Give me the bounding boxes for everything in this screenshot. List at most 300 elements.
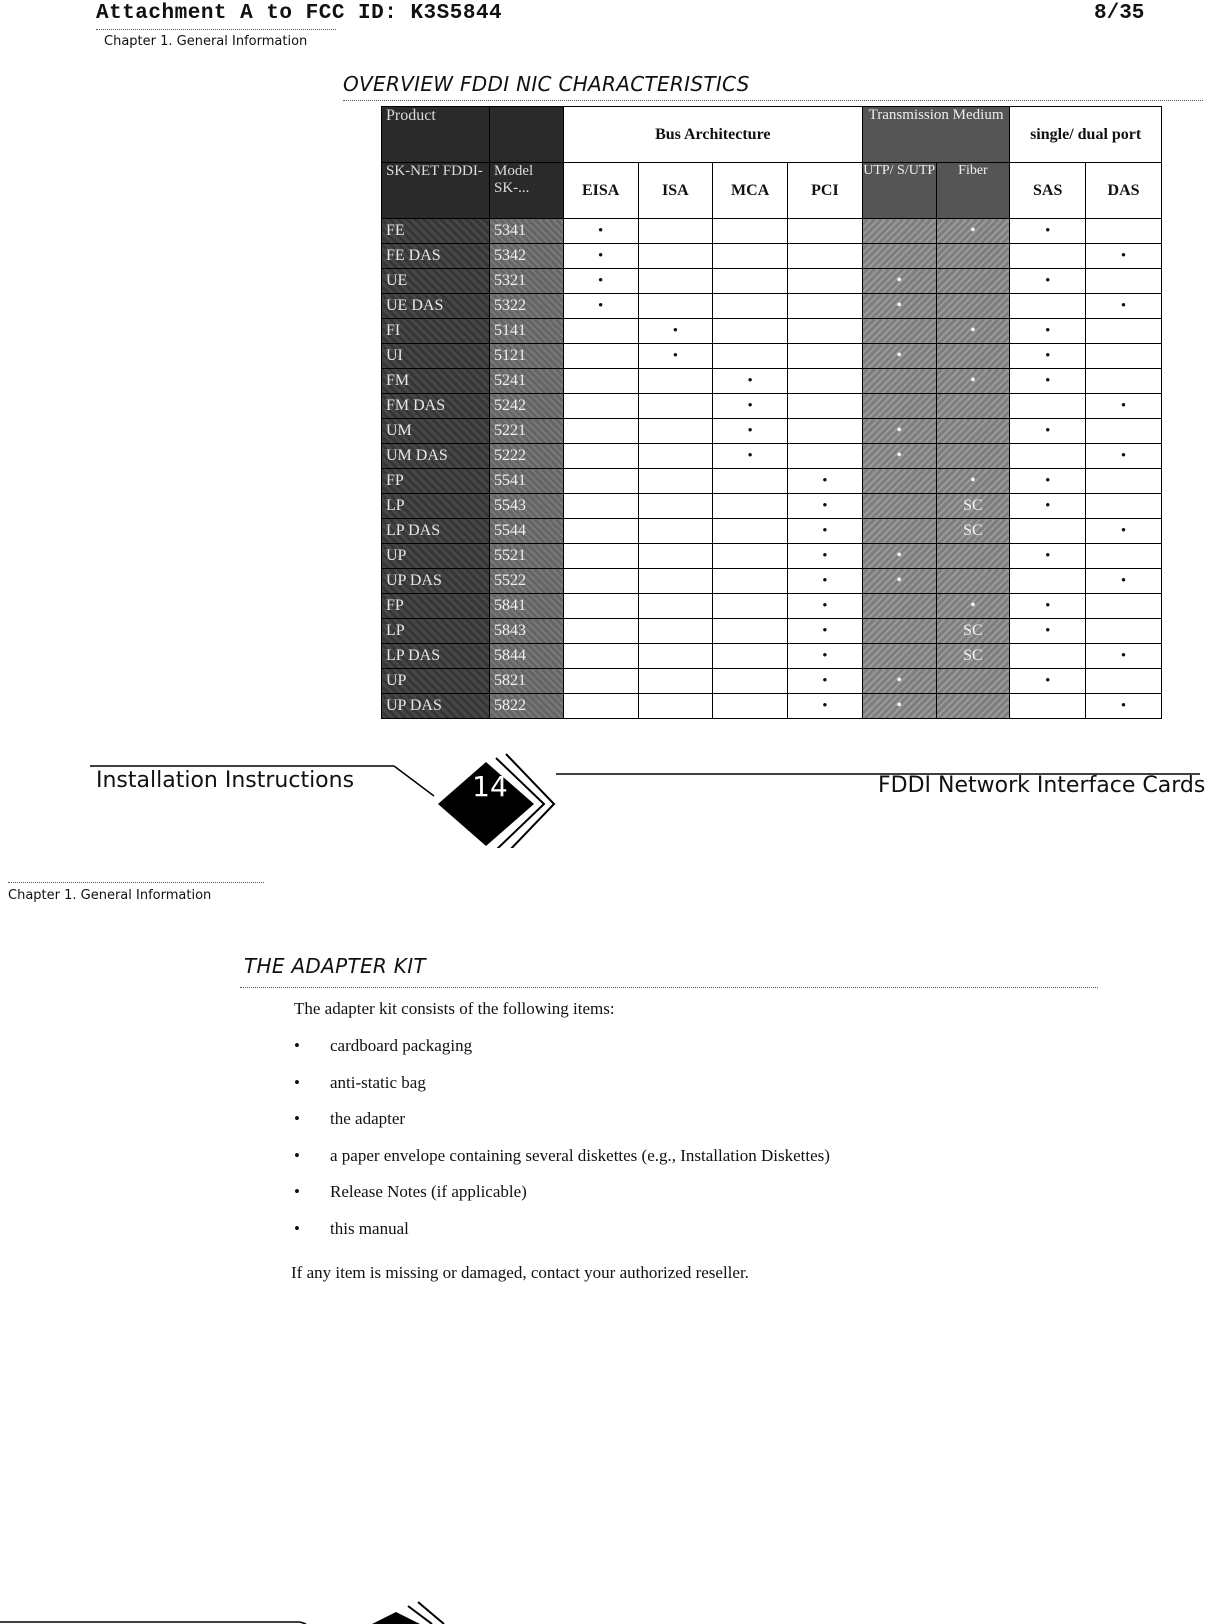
table-row	[382, 544, 1162, 569]
header-transmission-medium: Transmission Medium	[862, 107, 1009, 163]
cell-eisa	[563, 269, 638, 294]
cell-eisa	[563, 494, 638, 519]
cell-utp	[862, 369, 936, 394]
bullet-icon: •	[294, 1109, 300, 1128]
port-marker: •	[1120, 298, 1127, 314]
bus-marker: •	[597, 248, 604, 264]
port-marker: •	[1120, 573, 1127, 589]
cell-pci	[788, 294, 863, 319]
cell-mca	[713, 644, 788, 669]
col-sas: SAS	[1010, 163, 1086, 219]
col-isa: ISA	[638, 163, 713, 219]
port-marker: •	[1045, 598, 1051, 614]
cell-product: LP	[382, 619, 490, 644]
cell-mca	[713, 419, 788, 444]
cell-pci	[788, 319, 863, 344]
cell-eisa	[563, 219, 638, 244]
cell-pci	[788, 394, 863, 419]
cell-product: UP DAS	[382, 694, 490, 719]
cell-product: UE DAS	[382, 294, 490, 319]
cell-das	[1086, 644, 1162, 669]
cell-pci	[788, 269, 863, 294]
cell-model: 5342	[490, 244, 564, 269]
cell-isa	[638, 219, 713, 244]
cell-product: LP	[382, 494, 490, 519]
port-marker: •	[1045, 623, 1051, 639]
cell-model: 5141	[490, 319, 564, 344]
cell-pci	[788, 244, 863, 269]
cell-das	[1086, 219, 1162, 244]
cell-eisa	[563, 644, 638, 669]
cell-eisa	[563, 369, 638, 394]
cell-product: UM DAS	[382, 444, 490, 469]
cell-das	[1086, 294, 1162, 319]
cell-isa	[638, 444, 713, 469]
cell-model: 5541	[490, 469, 564, 494]
col-sknet: SK-NET FDDI-	[382, 163, 490, 219]
page2-chapter-label: Chapter 1. General Information	[8, 888, 212, 903]
kit-item-list	[294, 1036, 1094, 1256]
table-row	[382, 469, 1162, 494]
cell-model: 5822	[490, 694, 564, 719]
bus-marker: •	[822, 648, 828, 664]
cell-product: LP DAS	[382, 644, 490, 669]
cell-mca	[713, 444, 788, 469]
bus-marker: •	[747, 448, 753, 464]
col-fiber: Fiber	[936, 163, 1010, 219]
cell-eisa	[563, 244, 638, 269]
cell-mca	[713, 694, 788, 719]
kit-item-text: anti-static bag	[330, 1072, 426, 1092]
cell-mca	[713, 544, 788, 569]
cell-sas	[1010, 444, 1086, 469]
cell-fiber: SC	[936, 494, 1010, 519]
cell-sas	[1010, 319, 1086, 344]
cell-pci	[788, 594, 863, 619]
cell-das	[1086, 594, 1162, 619]
cell-eisa	[563, 619, 638, 644]
table-row	[382, 569, 1162, 594]
cell-fiber: •	[936, 594, 1010, 619]
cell-model: 5821	[490, 669, 564, 694]
table-row	[382, 594, 1162, 619]
header-divider	[96, 29, 336, 30]
cell-pci	[788, 619, 863, 644]
cell-utp	[862, 394, 936, 419]
fddi-characteristics-table	[381, 106, 1162, 719]
cell-mca	[713, 219, 788, 244]
col-utp: UTP/ S/UTP	[862, 163, 936, 219]
cell-eisa	[563, 594, 638, 619]
cell-sas	[1010, 244, 1086, 269]
cell-mca	[713, 319, 788, 344]
page-number: 8/35	[1094, 2, 1145, 25]
table-row	[382, 694, 1162, 719]
cell-eisa	[563, 344, 638, 369]
cell-sas	[1010, 644, 1086, 669]
cell-product: UM	[382, 419, 490, 444]
bus-marker: •	[672, 323, 679, 339]
cell-model: 5521	[490, 544, 564, 569]
cell-pci	[788, 569, 863, 594]
cell-isa	[638, 519, 713, 544]
cell-pci	[788, 519, 863, 544]
cell-mca	[713, 594, 788, 619]
bullet-icon: •	[294, 1218, 300, 1238]
cell-sas	[1010, 669, 1086, 694]
cell-sas	[1010, 519, 1086, 544]
chapter-label: Chapter 1. General Information	[104, 34, 308, 49]
cell-sas	[1010, 344, 1086, 369]
port-marker: •	[1045, 373, 1051, 389]
cell-utp	[862, 494, 936, 519]
cell-utp: •	[862, 344, 936, 369]
cell-fiber	[936, 294, 1010, 319]
cell-model: 5321	[490, 269, 564, 294]
cell-das	[1086, 544, 1162, 569]
cell-product: FP	[382, 469, 490, 494]
cell-utp	[862, 619, 936, 644]
cell-das	[1086, 694, 1162, 719]
cell-mca	[713, 394, 788, 419]
cell-das	[1086, 344, 1162, 369]
cell-das	[1086, 419, 1162, 444]
table-row	[382, 669, 1162, 694]
cell-eisa	[563, 519, 638, 544]
cell-model: 5242	[490, 394, 564, 419]
table-row	[382, 619, 1162, 644]
port-marker: •	[1120, 448, 1127, 464]
cell-utp	[862, 244, 936, 269]
cell-pci	[788, 644, 863, 669]
header-bus-architecture: Bus Architecture	[563, 107, 862, 163]
header-port: single/ dual port	[1010, 107, 1162, 163]
cell-das	[1086, 519, 1162, 544]
cell-utp: •	[862, 419, 936, 444]
bullet-icon: •	[294, 1036, 300, 1055]
kit-item-text: Release Notes (if applicable)	[330, 1182, 527, 1201]
cell-fiber: •	[936, 219, 1010, 244]
cell-product: FM DAS	[382, 394, 490, 419]
cell-das	[1086, 269, 1162, 294]
bus-marker: •	[822, 548, 828, 564]
cell-fiber	[936, 419, 1010, 444]
cell-isa	[638, 294, 713, 319]
adapter-kit-divider	[240, 987, 1098, 988]
cell-mca	[713, 269, 788, 294]
cell-product: UI	[382, 344, 490, 369]
cell-model: 5341	[490, 219, 564, 244]
cell-eisa	[563, 569, 638, 594]
cell-isa	[638, 644, 713, 669]
cell-utp: •	[862, 694, 936, 719]
cell-utp	[862, 594, 936, 619]
table-row	[382, 419, 1162, 444]
chapter-badge: 14	[472, 770, 508, 803]
cell-fiber	[936, 344, 1010, 369]
cell-model: 5121	[490, 344, 564, 369]
bus-marker: •	[822, 523, 828, 539]
cell-isa	[638, 419, 713, 444]
cell-das	[1086, 494, 1162, 519]
cell-isa	[638, 344, 713, 369]
cell-das	[1086, 319, 1162, 344]
cell-fiber	[936, 569, 1010, 594]
bus-marker: •	[747, 373, 753, 389]
cell-eisa	[563, 469, 638, 494]
overview-title: OVERVIEW FDDI NIC CHARACTERISTICS	[343, 72, 750, 96]
port-marker: •	[1120, 248, 1127, 264]
cell-isa	[638, 394, 713, 419]
overview-divider	[343, 100, 1203, 101]
cell-model: 5241	[490, 369, 564, 394]
cell-pci	[788, 444, 863, 469]
cell-isa	[638, 244, 713, 269]
port-marker: •	[1045, 223, 1051, 239]
bus-marker: •	[597, 223, 604, 239]
cell-sas	[1010, 594, 1086, 619]
bus-marker: •	[822, 623, 828, 639]
cell-sas	[1010, 294, 1086, 319]
col-eisa: EISA	[563, 163, 638, 219]
cell-fiber: •	[936, 369, 1010, 394]
cell-sas	[1010, 269, 1086, 294]
cell-isa	[638, 494, 713, 519]
cell-mca	[713, 244, 788, 269]
bus-marker: •	[822, 498, 828, 514]
cell-fiber	[936, 444, 1010, 469]
cell-utp: •	[862, 569, 936, 594]
bus-marker: •	[747, 398, 753, 414]
col-mca: MCA	[713, 163, 788, 219]
kit-outro: If any item is missing or damaged, contact your authorized reseller.	[291, 1263, 749, 1282]
cell-pci	[788, 669, 863, 694]
port-marker: •	[1045, 673, 1051, 689]
cell-sas	[1010, 369, 1086, 394]
kit-item	[294, 1182, 1094, 1206]
cell-eisa	[563, 394, 638, 419]
cell-model: 5843	[490, 619, 564, 644]
cell-utp: •	[862, 444, 936, 469]
attachment-title: Attachment A to FCC ID: K3S5844	[96, 2, 503, 25]
cell-model: 5841	[490, 594, 564, 619]
port-marker: •	[1120, 398, 1127, 414]
cell-eisa	[563, 544, 638, 569]
cell-fiber	[936, 269, 1010, 294]
cell-utp	[862, 319, 936, 344]
bus-marker: •	[822, 473, 828, 489]
cell-product: FM	[382, 369, 490, 394]
bus-marker: •	[672, 348, 679, 364]
cell-utp: •	[862, 294, 936, 319]
cell-utp: •	[862, 544, 936, 569]
bullet-icon: •	[294, 1072, 300, 1092]
cell-eisa	[563, 669, 638, 694]
adapter-kit-title: THE ADAPTER KIT	[244, 954, 426, 978]
cell-sas	[1010, 394, 1086, 419]
cell-fiber	[936, 694, 1010, 719]
port-marker: •	[1045, 323, 1051, 339]
bus-marker: •	[597, 298, 604, 314]
table-row	[382, 494, 1162, 519]
kit-item	[294, 1073, 1094, 1097]
bus-marker: •	[597, 273, 604, 289]
cell-model: 5544	[490, 519, 564, 544]
cell-pci	[788, 694, 863, 719]
bottom-footer-graphic	[0, 1600, 460, 1624]
bus-marker: •	[822, 673, 828, 689]
cell-product: LP DAS	[382, 519, 490, 544]
cell-pci	[788, 419, 863, 444]
cell-das	[1086, 569, 1162, 594]
bullet-icon: •	[294, 1145, 300, 1165]
cell-sas	[1010, 619, 1086, 644]
cell-fiber	[936, 669, 1010, 694]
cell-product: UE	[382, 269, 490, 294]
port-marker: •	[1045, 548, 1051, 564]
port-marker: •	[1045, 423, 1051, 439]
table-row	[382, 519, 1162, 544]
table-row	[382, 444, 1162, 469]
cell-pci	[788, 369, 863, 394]
col-pci: PCI	[788, 163, 863, 219]
cell-fiber: •	[936, 469, 1010, 494]
kit-item-text: a paper envelope containing several diskettes (e.g., Installation Diskettes)	[330, 1145, 830, 1165]
cell-utp	[862, 519, 936, 544]
cell-isa	[638, 594, 713, 619]
table-row	[382, 644, 1162, 669]
cell-isa	[638, 369, 713, 394]
bus-marker: •	[822, 598, 828, 614]
cell-mca	[713, 519, 788, 544]
cell-eisa	[563, 319, 638, 344]
cell-isa	[638, 669, 713, 694]
cell-sas	[1010, 494, 1086, 519]
kit-item	[294, 1109, 1094, 1133]
cell-product: FI	[382, 319, 490, 344]
kit-item	[294, 1036, 1094, 1060]
cell-mca	[713, 344, 788, 369]
cell-fiber	[936, 244, 1010, 269]
cell-product: UP	[382, 669, 490, 694]
page2-header-divider	[8, 882, 264, 883]
bus-marker: •	[747, 423, 753, 439]
port-marker: •	[1045, 273, 1051, 289]
cell-pci	[788, 494, 863, 519]
cell-product: UP	[382, 544, 490, 569]
port-marker: •	[1045, 473, 1051, 489]
cell-sas	[1010, 694, 1086, 719]
cell-utp: •	[862, 669, 936, 694]
cell-mca	[713, 669, 788, 694]
col-das: DAS	[1086, 163, 1162, 219]
bus-marker: •	[822, 573, 828, 589]
cell-fiber: •	[936, 319, 1010, 344]
cell-fiber: SC	[936, 619, 1010, 644]
cell-eisa	[563, 419, 638, 444]
table-row	[382, 294, 1162, 319]
header-product: Product	[382, 107, 490, 163]
cell-isa	[638, 544, 713, 569]
table-row	[382, 269, 1162, 294]
kit-item	[294, 1146, 1094, 1170]
cell-model: 5322	[490, 294, 564, 319]
table-row	[382, 369, 1162, 394]
cell-das	[1086, 394, 1162, 419]
cell-fiber	[936, 394, 1010, 419]
cell-mca	[713, 494, 788, 519]
cell-isa	[638, 319, 713, 344]
cell-isa	[638, 469, 713, 494]
footer-right-label: FDDI Network Interface Cards	[878, 773, 1206, 798]
cell-pci	[788, 344, 863, 369]
cell-fiber: SC	[936, 519, 1010, 544]
col-model: Model SK-...	[490, 163, 564, 219]
cell-fiber	[936, 544, 1010, 569]
cell-sas	[1010, 544, 1086, 569]
cell-utp	[862, 219, 936, 244]
table-row	[382, 394, 1162, 419]
cell-isa	[638, 269, 713, 294]
cell-eisa	[563, 294, 638, 319]
cell-model: 5222	[490, 444, 564, 469]
cell-das	[1086, 469, 1162, 494]
table-row	[382, 319, 1162, 344]
cell-eisa	[563, 444, 638, 469]
cell-isa	[638, 569, 713, 594]
cell-mca	[713, 569, 788, 594]
cell-mca	[713, 469, 788, 494]
cell-isa	[638, 619, 713, 644]
cell-utp	[862, 644, 936, 669]
bus-marker: •	[822, 698, 828, 714]
cell-isa	[638, 694, 713, 719]
header-blank	[490, 107, 564, 163]
cell-sas	[1010, 419, 1086, 444]
kit-item-text: this manual	[330, 1218, 409, 1238]
cell-sas	[1010, 469, 1086, 494]
cell-utp: •	[862, 269, 936, 294]
cell-das	[1086, 444, 1162, 469]
cell-mca	[713, 369, 788, 394]
kit-item-text: cardboard packaging	[330, 1036, 473, 1055]
cell-product: UP DAS	[382, 569, 490, 594]
cell-model: 5844	[490, 644, 564, 669]
cell-pci	[788, 219, 863, 244]
port-marker: •	[1120, 698, 1127, 714]
bullet-icon: •	[294, 1182, 300, 1201]
cell-product: FE DAS	[382, 244, 490, 269]
cell-fiber: SC	[936, 644, 1010, 669]
cell-sas	[1010, 219, 1086, 244]
kit-item-text: the adapter	[330, 1109, 406, 1128]
cell-pci	[788, 469, 863, 494]
table-row	[382, 219, 1162, 244]
cell-mca	[713, 619, 788, 644]
cell-das	[1086, 369, 1162, 394]
port-marker: •	[1120, 648, 1127, 664]
port-marker: •	[1045, 498, 1051, 514]
kit-intro: The adapter kit consists of the following items:	[294, 999, 615, 1018]
table-row	[382, 344, 1162, 369]
cell-model: 5522	[490, 569, 564, 594]
table-row	[382, 244, 1162, 269]
cell-product: FE	[382, 219, 490, 244]
cell-das	[1086, 619, 1162, 644]
cell-model: 5221	[490, 419, 564, 444]
cell-sas	[1010, 569, 1086, 594]
cell-model: 5543	[490, 494, 564, 519]
